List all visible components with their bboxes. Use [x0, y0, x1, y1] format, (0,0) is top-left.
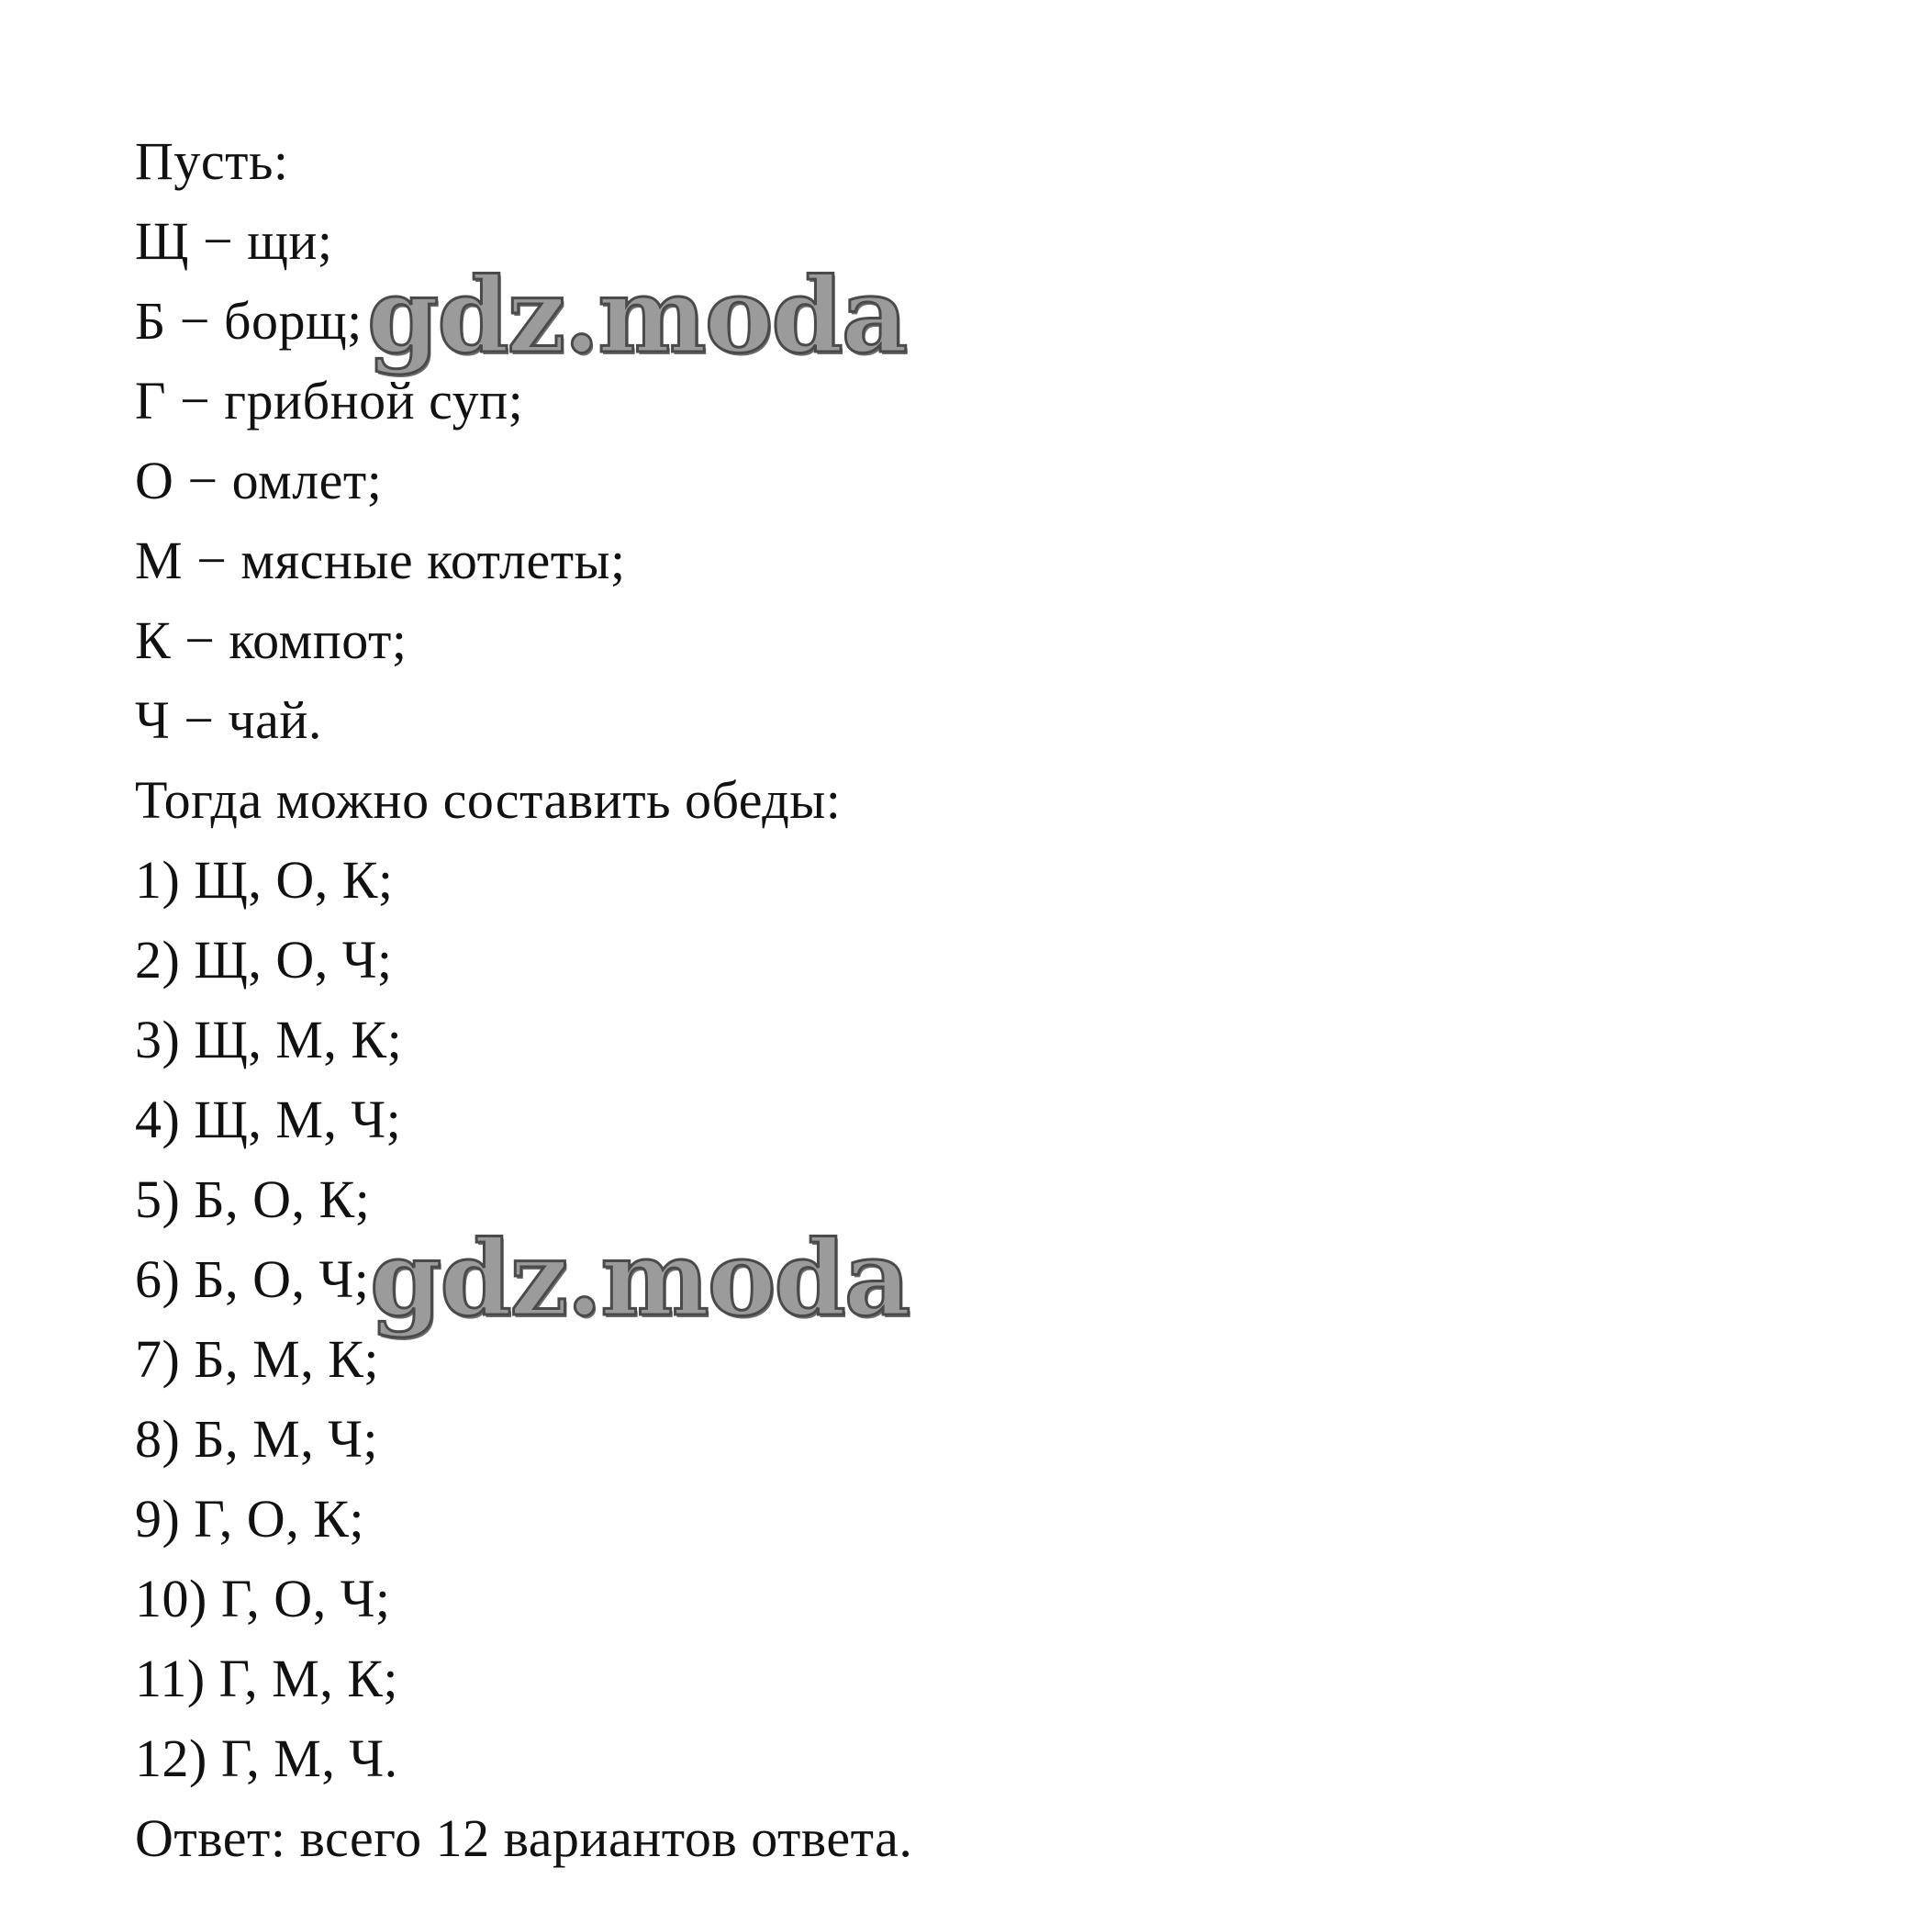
option-item: 4) Щ, М, Ч;: [135, 1090, 402, 1149]
legend-item-shchi: Щ − щи;: [135, 211, 333, 271]
answer-text: Ответ: всего 12 вариантов ответа.: [135, 1808, 913, 1868]
legend-item-mushroom-soup: Г − грибной суп;: [135, 371, 524, 431]
option-item: 1) Щ, О, К;: [135, 850, 394, 910]
option-item: 9) Г, О, К;: [135, 1489, 364, 1549]
lead-text: Тогда можно составить обеды:: [135, 770, 842, 830]
option-item: 12) Г, М, Ч.: [135, 1728, 398, 1788]
legend-item-omelet: О − омлет;: [135, 451, 383, 510]
watermark-logo: gdz.moda: [370, 1219, 910, 1339]
option-item: 3) Щ, М, К;: [135, 1010, 403, 1069]
legend-item-compote: К − компот;: [135, 610, 408, 670]
option-item: 7) Б, М, К;: [135, 1329, 379, 1389]
intro-text: Пусть:: [135, 131, 289, 191]
legend-item-meat-cutlets: М − мясные котлеты;: [135, 531, 626, 590]
option-item: 10) Г, О, Ч;: [135, 1569, 391, 1628]
option-item: 5) Б, О, К;: [135, 1169, 371, 1229]
option-item: 6) Б, О, Ч;: [135, 1249, 370, 1309]
legend-item-tea: Ч − чай.: [135, 690, 322, 750]
option-item: 11) Г, М, К;: [135, 1649, 399, 1708]
option-item: 8) Б, М, Ч;: [135, 1409, 378, 1469]
legend-item-borshch: Б − борщ;: [135, 291, 363, 351]
option-item: 2) Щ, О, Ч;: [135, 930, 393, 990]
watermark-logo: gdz.moda: [367, 256, 907, 376]
